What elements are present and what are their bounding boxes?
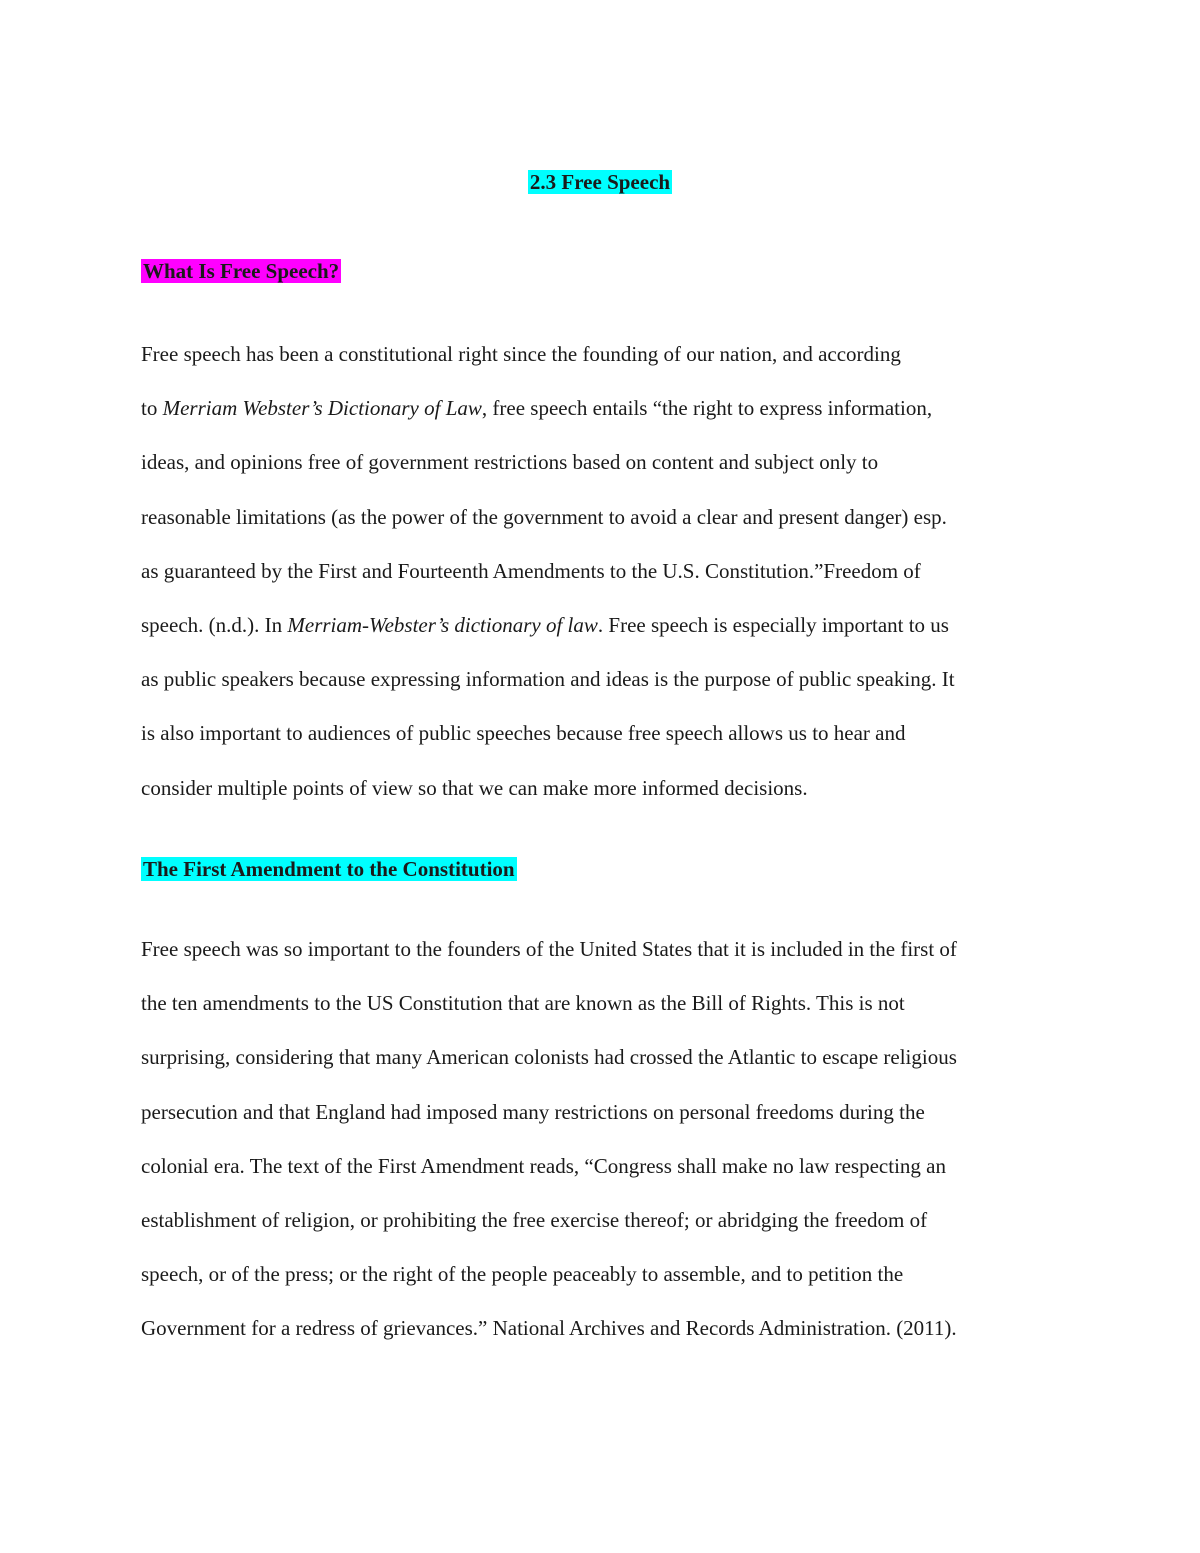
paragraph-line — [141, 706, 1081, 760]
paragraph-line — [141, 435, 1081, 489]
line-text: as guaranteed by the First and Fourteenth Amendments to the U.S. Constitution.”Freedom of — [141, 558, 921, 583]
line-text: reasonable limitations (as the power of the government to avoid a clear and present danger) esp. — [141, 504, 947, 529]
line-text: . Free speech is especially important to us — [597, 613, 949, 638]
line-text: as public speakers because expressing information and ideas is the purpose of public speaking. It — [141, 667, 955, 692]
paragraph-line — [141, 544, 1081, 598]
section-heading-first-amendment — [141, 854, 517, 885]
line-text: ideas, and opinions free of government restrictions based on content and subject only to — [141, 450, 879, 475]
line-text: , free speech entails “the right to express information, — [481, 396, 933, 421]
line-text: Government for a redress of grievances.” National Archives and Records Administration. (2011). — [141, 1316, 957, 1341]
italic-source-title: Merriam-Webster’s dictionary of law — [287, 613, 598, 638]
line-text: Free speech was so important to the founders of the United States that it is included in the first of — [141, 937, 957, 961]
paragraph-line — [141, 652, 1081, 706]
section2-heading: The First Amendment to the Constitution — [143, 857, 515, 881]
line-text: persecution and that England had imposed many restrictions on personal freedoms during the — [141, 1099, 925, 1124]
line-text: colonial era. The text of the First Amendment reads, “Congress shall make no law respecting an — [141, 1153, 946, 1178]
line-text: the ten amendments to the US Constitution that are known as the Bill of Rights. This is not — [141, 991, 905, 1016]
line-text: to — [141, 396, 163, 421]
paragraph-line — [141, 327, 1081, 381]
line-text: surprising, considering that many American colonists had crossed the Atlantic to escape religious — [141, 1045, 957, 1070]
line-text: speech. (n.d.). In — [141, 613, 288, 638]
line-text: consider multiple points of view so that we can make more informed decisions. — [141, 775, 808, 800]
paragraph-line — [141, 976, 1081, 1030]
paragraph-line — [141, 761, 1081, 815]
line-text: speech, or of the press; or the right of the people peaceably to assemble, and to petition the — [141, 1262, 904, 1287]
paragraph-line — [141, 381, 1081, 435]
paragraph-line — [141, 598, 1081, 652]
paragraph-line — [141, 1301, 1081, 1355]
page-title: 2.3 Free Speech — [529, 170, 671, 194]
paragraph-line — [141, 1030, 1081, 1084]
section1-heading: What Is Free Speech? — [143, 259, 340, 283]
paragraph-line — [141, 1085, 1081, 1139]
title-container — [0, 167, 1200, 198]
line-text: establishment of religion, or prohibiting the free exercise thereof; or abridging the freedom of — [141, 1208, 928, 1233]
section1-paragraph — [141, 327, 1081, 815]
paragraph-line — [141, 490, 1081, 544]
paragraph-line — [141, 1247, 1081, 1301]
section-heading-what-is-free-speech — [141, 256, 341, 287]
line-text: is also important to audiences of public speeches because free speech allows us to hear and — [141, 721, 906, 746]
paragraph-line — [141, 922, 1081, 976]
paragraph-line — [141, 1139, 1081, 1193]
paragraph-line — [141, 1193, 1081, 1247]
line-text: Free speech has been a constitutional right since the founding of our nation, and according — [141, 342, 901, 366]
italic-source-title: Merriam Webster’s Dictionary of Law — [162, 396, 482, 421]
section2-paragraph — [141, 922, 1081, 1356]
